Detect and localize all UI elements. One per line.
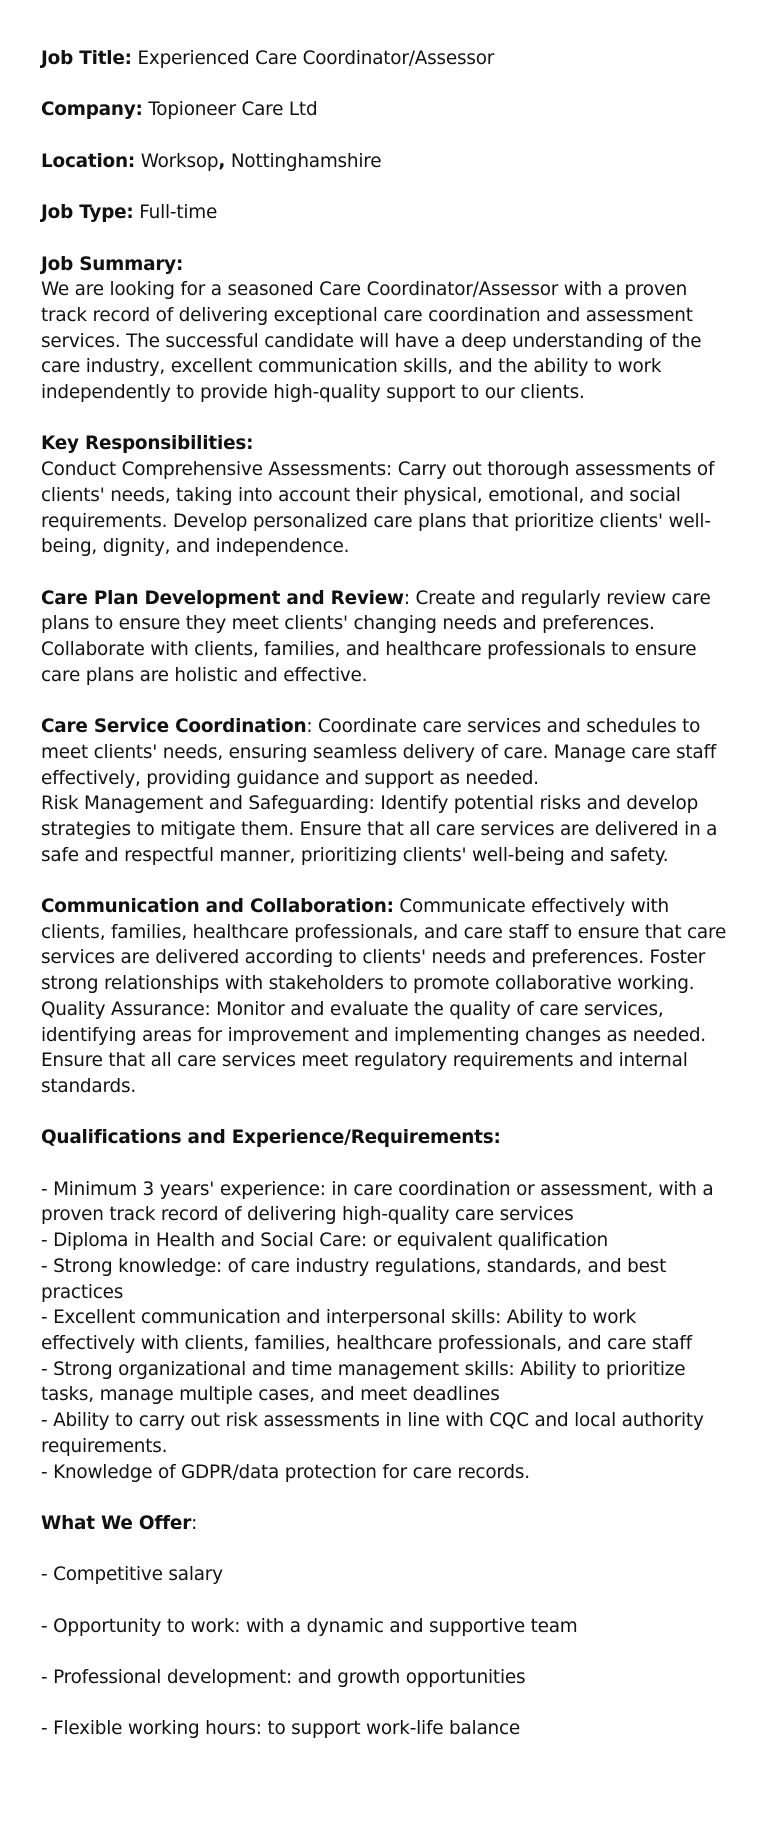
offer-heading [41, 1511, 730, 1537]
qualification-item: - Knowledge of GDPR/data protection for care records. [41, 1461, 530, 1483]
summary-heading [41, 252, 730, 278]
communication-paragraph [41, 894, 730, 997]
location-line [41, 149, 730, 175]
communication-title: Communication and Collaboration: [41, 896, 394, 918]
offer-item: - Professional development: and growth opportunities [41, 1667, 526, 1689]
communication-text: Communicate effectively with clients, families, healthcare professionals, and care staff to ensure that care services are delivered according to clients' needs and preferences. Foster strong relationships with stakeholders to promote collaborative working. [41, 896, 727, 995]
coordination-paragraph [41, 714, 730, 791]
qualification-item: - Diploma in Health and Social Care: or equivalent qualification [41, 1230, 609, 1252]
location-county: Nottinghamshire [230, 150, 382, 172]
assessments-paragraph: Conduct Comprehensive Assessments: Carry out thorough assessments of clients' needs, taking into account their physical, emotional, and social requirements. Develop personalized care plans that prioritize clients' well-being, dignity, and independence. [41, 459, 715, 558]
job-title-label: Job Title: [41, 48, 132, 69]
care-plan-title: Care Plan Development and Review [41, 587, 404, 609]
qualification-item: - Minimum 3 years' experience: in care coordination or assessment, with a proven track record of delivering high-quality care services [41, 1178, 714, 1226]
company-value: Topioneer Care Ltd [148, 99, 318, 121]
offer-item: - Competitive salary [41, 1564, 223, 1586]
risk-paragraph: Risk Management and Safeguarding: Identify potential risks and develop strategies to mitigate them. Ensure that all care services are delivered in a safe and respectful manner, prioritizing clients' well-being and safety. [41, 793, 718, 866]
summary-text: We are looking for a seasoned Care Coordinator/Assessor with a proven track record of delivering exceptional care coordination and assessment services. The successful candidate will have a deep understanding of the care industry, excellent communication skills, and the ability to work independently to provide high-quality support to our clients. [41, 279, 702, 404]
care-plan-text: : Create and regularly review care plans to ensure they meet clients' changing needs and preferences. Collaborate with clients, families, and healthcare professionals to ensure care plans are holistic and effective. [41, 587, 711, 686]
job-title-value: Experienced Care Coordinator/Assessor [137, 48, 495, 69]
qualifications-heading [41, 1125, 730, 1151]
location-town: Worksop [140, 150, 219, 172]
coordination-title: Care Service Coordination [41, 716, 307, 738]
offer-item: - Flexible working hours: to support work-life balance [41, 1718, 520, 1740]
location-label: Location: [41, 150, 136, 172]
qualifications-heading-text: Qualifications and Experience/Requirements: [41, 1127, 501, 1149]
offer-heading-text: What We Offer [41, 1512, 192, 1534]
company-line [41, 97, 730, 123]
qualification-item: - Strong organizational and time management skills: Ability to prioritize tasks, manage multiple cases, and meet deadlines [41, 1358, 686, 1406]
quality-paragraph: Quality Assurance: Monitor and evaluate the quality of care services, identifying areas for improvement and implementing changes as needed. Ensure that all care services meet regulatory requirements and internal standards. [41, 998, 706, 1097]
qualification-item: - Strong knowledge: of care industry regulations, standards, and best practices [41, 1255, 667, 1303]
qualification-item: - Excellent communication and interpersonal skills: Ability to work effectively with clients, families, healthcare professionals, and care staff [41, 1307, 692, 1354]
offer-item: - Opportunity to work: with a dynamic and supportive team [41, 1615, 578, 1637]
responsibilities-heading [41, 431, 730, 457]
offer-heading-colon: : [191, 1512, 198, 1534]
coordination-text: : Coordinate care services and schedules to meet clients' needs, ensuring seamless delivery of care. Manage care staff effectively, providing guidance and support as needed. [41, 716, 717, 789]
company-label: Company: [41, 99, 143, 121]
care-plan-paragraph [41, 586, 730, 689]
job-type-value: Full-time [139, 202, 218, 224]
job-type-line [41, 200, 730, 226]
responsibilities-heading-text: Key Responsibilities: [41, 433, 254, 455]
location-comma: , [218, 150, 226, 172]
summary-heading-text: Job Summary: [41, 253, 184, 275]
job-title-line [41, 46, 730, 72]
qualification-item: - Ability to carry out risk assessments in line with CQC and local authority requirements. [41, 1410, 704, 1457]
job-type-label: Job Type: [41, 202, 134, 224]
